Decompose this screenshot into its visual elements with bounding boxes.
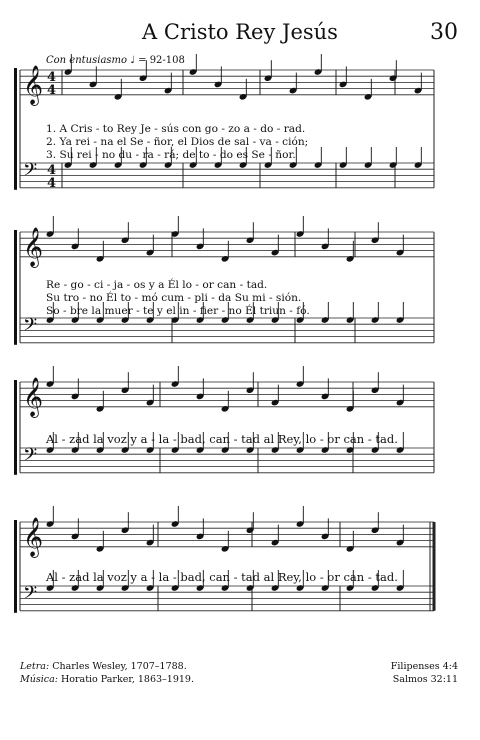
- verse2-line1: 2. Ya rei - na el Se - ñor, el Dios de sal - va - ción;: [46, 136, 309, 148]
- system-brackets: [14, 68, 17, 613]
- credit-musica: [20, 673, 194, 686]
- refrain-line2: Al - zad la voz y a - la - bad, can - tad al Rey, lo - or can - tad.: [46, 570, 398, 584]
- musica-author: Horatio Parker, 1863–1919.: [60, 674, 194, 685]
- credits: [20, 660, 194, 686]
- scripture-references: [391, 660, 458, 686]
- system-bracket: [14, 68, 17, 190]
- letra-label: Letra:: [20, 661, 50, 672]
- refrain-line1: Al - zad la voz y a - la - bad, can - tad al Rey, lo - or can - tad.: [46, 432, 398, 446]
- treble-clef-icon: 𝄞: [23, 227, 44, 267]
- system-bracket: [14, 520, 17, 613]
- system-bracket: [14, 230, 17, 345]
- letra-author: Charles Wesley, 1707–1788.: [52, 661, 187, 672]
- verse2-line2: Su tro - no Él to - mó cum - pli - da Su mi - sión.: [46, 292, 302, 304]
- hymn-title: A Cristo Rey Jesús: [142, 20, 338, 44]
- bass-clef-icon: 𝄢: [23, 315, 38, 340]
- reference-1: Filipenses 4:4: [390, 661, 458, 672]
- time-signature: 4: [47, 83, 57, 98]
- bass-clef-icon: 𝄢: [23, 445, 38, 470]
- reference-2: Salmos 32:11: [392, 674, 458, 685]
- verse3-line2: So - bre la muer - te y el in - fier - no Él triun - fó.: [46, 305, 310, 317]
- tempo-marking: Con entusiasmo: [46, 55, 128, 66]
- treble-clef-icon: 𝄞: [23, 377, 44, 417]
- metronome-marking: ♩ = 92-108: [130, 55, 185, 66]
- verse3-line1: 3. Su rei - no du - ra - rá; de to - do es Se - ñor.: [46, 149, 296, 161]
- treble-clef-icon: 𝄞: [23, 65, 44, 105]
- treble-clef-icon: 𝄞: [23, 517, 44, 557]
- bass-clef-icon: 𝄢: [23, 583, 38, 608]
- credit-letra: [20, 660, 194, 673]
- bass-clef-icon: 𝄢: [23, 160, 38, 185]
- time-signature: 4: [47, 70, 57, 85]
- hymn-number: 30: [430, 20, 458, 45]
- verse1-line2: Re - go - ci - ja - os y a Él lo - or can - tad.: [46, 279, 268, 291]
- musica-label: Música:: [20, 674, 58, 685]
- verse1-line1: 1. A Cris - to Rey Je - sús con go - zo a - do - rad.: [46, 123, 306, 135]
- time-signature: 4: [47, 163, 57, 178]
- time-signature: 4: [47, 176, 57, 191]
- system-bracket: [14, 380, 17, 475]
